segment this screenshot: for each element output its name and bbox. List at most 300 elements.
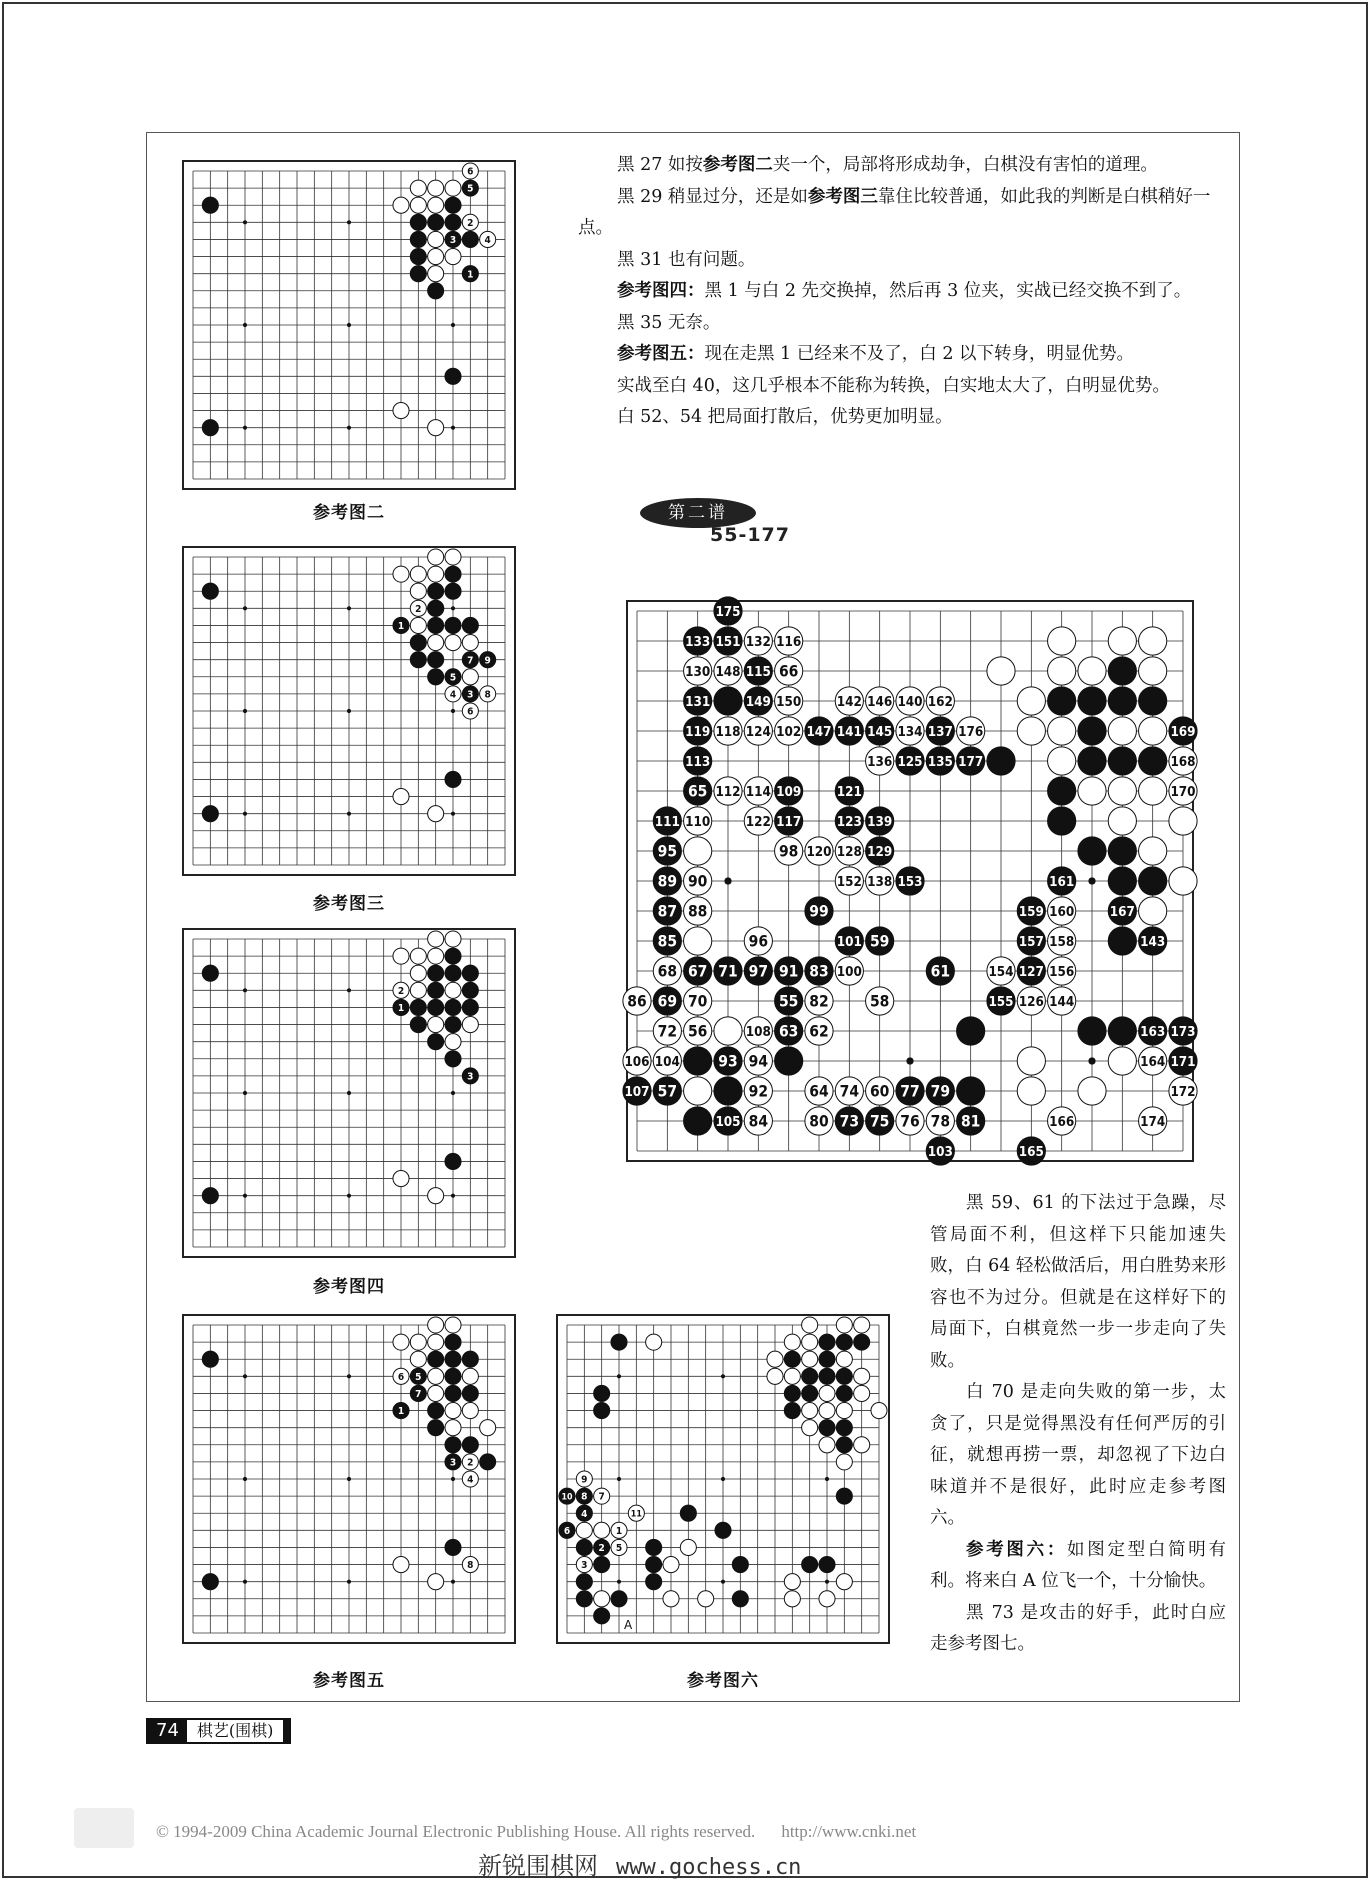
paragraph-text: 黑 73 是攻击的好手，此时白应走参考图七。 (930, 1602, 1226, 1654)
white-stone (576, 1522, 592, 1538)
white-stone (775, 627, 803, 655)
paragraph (578, 150, 1228, 182)
move-number: 104 (654, 1054, 680, 1070)
black-stone (684, 957, 712, 985)
move-number: 107 (624, 1084, 650, 1100)
move-number: 81 (960, 1112, 981, 1131)
move-number: 96 (748, 932, 769, 951)
black-stone (835, 807, 863, 835)
move-number: 90 (687, 872, 708, 891)
white-stone (698, 1591, 714, 1607)
black-stone (836, 1420, 852, 1436)
black-stone (1139, 687, 1167, 715)
star-point (1088, 1057, 1095, 1064)
black-stone (957, 1017, 985, 1045)
black-stone (611, 1334, 627, 1350)
black-stone (428, 617, 444, 633)
white-stone (428, 197, 444, 213)
move-number: 145 (867, 724, 893, 740)
white-stone (1108, 777, 1136, 805)
black-stone (836, 1334, 852, 1350)
black-stone (445, 948, 461, 964)
move-number: 82 (809, 992, 829, 1011)
white-stone (1139, 627, 1167, 655)
white-stone (836, 1454, 852, 1470)
black-stone (714, 597, 742, 625)
black-stone (202, 420, 218, 436)
move-number: 67 (687, 962, 708, 981)
black-stone (428, 1351, 444, 1367)
white-stone (1169, 777, 1197, 805)
white-stone (802, 1334, 818, 1350)
move-number: 127 (1018, 964, 1044, 980)
move-number: 132 (745, 634, 771, 650)
black-stone (594, 1557, 610, 1573)
move-number: 5 (615, 1543, 623, 1555)
white-stone (1048, 657, 1076, 685)
white-stone (428, 249, 444, 265)
white-stone (1048, 987, 1076, 1015)
black-stone (714, 1077, 742, 1105)
star-point (347, 709, 351, 713)
black-stone (462, 1351, 478, 1367)
white-stone (835, 687, 863, 715)
white-stone (1108, 1047, 1136, 1075)
move-number: 112 (715, 784, 741, 800)
page-number: 74 (148, 1720, 187, 1742)
white-stone (866, 747, 894, 775)
black-stone (684, 747, 712, 775)
black-stone (714, 1107, 742, 1135)
white-stone (462, 703, 478, 719)
star-point (243, 323, 247, 327)
black-stone (1078, 1017, 1106, 1045)
star-point (721, 1477, 725, 1481)
white-stone (428, 566, 444, 582)
black-stone (1108, 657, 1136, 685)
black-stone (462, 1437, 478, 1453)
black-stone (732, 1557, 748, 1573)
black-stone (445, 566, 461, 582)
move-number: 57 (657, 1082, 678, 1101)
black-stone (1078, 747, 1106, 775)
star-point (721, 1580, 725, 1584)
black-stone (684, 777, 712, 805)
black-stone (957, 1107, 985, 1135)
white-stone (1139, 777, 1167, 805)
white-stone (854, 1385, 870, 1401)
white-stone (835, 867, 863, 895)
black-stone (445, 214, 461, 230)
paragraph-text: 夹一个，局部将形成劫争，白棋没有害怕的道理。 (772, 155, 1158, 175)
move-number: 85 (657, 932, 678, 951)
white-stone (393, 197, 409, 213)
move-number: 3 (581, 1560, 588, 1572)
white-stone (410, 1351, 426, 1367)
star-point (243, 709, 247, 713)
move-number: 160 (1049, 904, 1075, 920)
paragraph-text: 黑 59、61 的下法过于急躁，尽管局面不利，但这样下只能加速失败，白 64 轻松做活后，用白胜势来形容也不为过分。但就是在这样好下的局面下，白棋竟然一步一步走向了失败。 (930, 1193, 1226, 1371)
white-stone (653, 957, 681, 985)
move-number: 143 (1140, 934, 1166, 950)
white-stone (428, 549, 444, 565)
top-commentary (578, 150, 1228, 434)
move-number: 122 (745, 814, 771, 830)
star-point (451, 1091, 455, 1095)
white-stone (663, 1557, 679, 1573)
black-stone (410, 266, 426, 282)
black-stone (445, 1385, 461, 1401)
white-stone (445, 686, 461, 702)
star-point (347, 1091, 351, 1095)
white-stone (714, 777, 742, 805)
black-stone (393, 999, 409, 1015)
paragraph-text: 白 70 是走向失败的第一步，太贪了，只是觉得黑没有任何严厉的引征，就想再捞一票，却忽视了下边白味道并不是很好，此时应走参考图六。 (930, 1382, 1226, 1528)
move-number: 156 (1049, 964, 1075, 980)
black-stone (594, 1403, 610, 1419)
white-stone (926, 1107, 954, 1135)
star-point (347, 988, 351, 992)
black-stone (926, 717, 954, 745)
black-stone (445, 1051, 461, 1067)
board-grid (624, 602, 1196, 1160)
move-number: 6 (397, 1371, 405, 1383)
black-stone (428, 652, 444, 668)
white-stone (1017, 1077, 1045, 1105)
move-number: 138 (867, 874, 893, 890)
black-stone (576, 1574, 592, 1590)
black-stone (1108, 927, 1136, 955)
black-stone (926, 1077, 954, 1105)
white-stone (684, 1077, 712, 1105)
black-stone (775, 987, 803, 1015)
move-number: 117 (776, 814, 802, 830)
move-number: 3 (449, 1457, 457, 1469)
move-number: 100 (836, 964, 862, 980)
move-number: 173 (1170, 1024, 1196, 1040)
move-number: 106 (624, 1054, 650, 1070)
white-stone (462, 1403, 478, 1419)
move-number: 130 (685, 664, 711, 680)
move-number: 176 (958, 724, 984, 740)
white-stone (445, 549, 461, 565)
black-stone (410, 231, 426, 247)
white-stone (1108, 807, 1136, 835)
lecture-title: 第二谱 (640, 498, 756, 528)
black-stone (202, 1188, 218, 1204)
paragraph (930, 1377, 1226, 1535)
move-number: 2 (467, 217, 474, 229)
move-number: 99 (809, 902, 829, 921)
star-point (451, 1477, 455, 1481)
black-stone (576, 1505, 592, 1521)
move-number: 6 (467, 706, 474, 718)
move-number: 76 (900, 1112, 920, 1131)
move-number: 121 (836, 784, 862, 800)
black-stone (393, 617, 409, 633)
black-stone (684, 687, 712, 715)
star-point (347, 1580, 351, 1584)
star-point (347, 1477, 351, 1481)
black-stone (646, 1574, 662, 1590)
black-stone (410, 999, 426, 1015)
black-stone (462, 231, 478, 247)
black-stone (202, 197, 218, 213)
black-stone (393, 1403, 409, 1419)
black-stone (445, 231, 461, 247)
black-stone (1078, 687, 1106, 715)
star-point (243, 812, 247, 816)
move-number: 147 (806, 724, 832, 740)
black-stone (684, 627, 712, 655)
move-number: 4 (467, 1474, 474, 1486)
white-stone (684, 867, 712, 895)
move-number: 78 (930, 1112, 951, 1131)
white-stone (854, 1368, 870, 1384)
white-stone (871, 1403, 887, 1419)
white-stone (1078, 1077, 1106, 1105)
white-stone (767, 1351, 783, 1367)
black-stone (653, 837, 681, 865)
black-stone (714, 627, 742, 655)
move-number: 159 (1018, 904, 1044, 920)
move-number: 167 (1109, 904, 1135, 920)
diagram-4-caption: 参考图四 (313, 1277, 385, 1297)
move-number: 3 (467, 689, 474, 701)
white-stone (428, 1188, 444, 1204)
white-stone (836, 1351, 852, 1367)
move-number: 154 (988, 964, 1014, 980)
black-stone (1139, 867, 1167, 895)
move-number: 123 (836, 814, 862, 830)
move-number: 75 (869, 1112, 890, 1131)
white-stone (805, 1017, 833, 1045)
white-stone (714, 717, 742, 745)
black-stone (896, 867, 924, 895)
paragraph-emphasis: 参考图二 (702, 155, 773, 175)
white-stone (866, 867, 894, 895)
paragraph-text: 靠住比较普通，如此我的判断是白棋稍好一点。 (578, 186, 1211, 238)
white-stone (819, 1591, 835, 1607)
move-number: 98 (778, 842, 799, 861)
black-stone (480, 652, 496, 668)
white-stone (775, 657, 803, 685)
white-stone (684, 987, 712, 1015)
white-stone (1078, 657, 1106, 685)
white-stone (896, 1107, 924, 1135)
black-stone (805, 717, 833, 745)
black-stone (684, 717, 712, 745)
white-stone (462, 635, 478, 651)
black-stone (410, 249, 426, 265)
black-stone (462, 180, 478, 196)
black-stone (462, 686, 478, 702)
white-stone (805, 987, 833, 1015)
black-stone (1017, 957, 1045, 985)
white-stone (957, 717, 985, 745)
white-stone (1017, 1047, 1045, 1075)
white-stone (410, 982, 426, 998)
black-stone (576, 1488, 592, 1504)
black-stone (775, 1017, 803, 1045)
white-stone (663, 1591, 679, 1607)
star-point (1088, 877, 1095, 884)
move-number: 5 (449, 672, 457, 684)
black-stone (732, 1591, 748, 1607)
move-number: 108 (745, 1024, 771, 1040)
white-stone (428, 1017, 444, 1033)
move-number: 172 (1170, 1084, 1196, 1100)
white-stone (775, 837, 803, 865)
star-point (347, 220, 351, 224)
white-stone (410, 1334, 426, 1350)
move-number: 109 (776, 784, 802, 800)
move-number: 115 (745, 664, 771, 680)
black-stone (805, 957, 833, 985)
black-stone (445, 1153, 461, 1169)
white-stone (744, 807, 772, 835)
black-stone (445, 965, 461, 981)
black-stone (775, 777, 803, 805)
star-point (243, 1580, 247, 1584)
white-stone (1048, 747, 1076, 775)
white-stone (480, 1420, 496, 1436)
white-stone (802, 1317, 818, 1333)
white-stone (393, 948, 409, 964)
white-stone (393, 982, 409, 998)
white-stone (866, 987, 894, 1015)
black-stone (802, 1385, 818, 1401)
white-stone (1048, 1107, 1076, 1135)
white-stone (410, 965, 426, 981)
black-stone (462, 982, 478, 998)
star-point (347, 1374, 351, 1378)
move-number: 152 (836, 874, 862, 890)
black-stone (835, 777, 863, 805)
move-number: 61 (930, 962, 951, 981)
white-stone (819, 1403, 835, 1419)
move-number: 142 (836, 694, 862, 710)
white-stone (410, 566, 426, 582)
black-stone (646, 1539, 662, 1555)
black-stone (646, 1557, 662, 1573)
move-number: 2 (415, 603, 422, 615)
move-number: 73 (839, 1112, 860, 1131)
black-stone (1169, 717, 1197, 745)
move-number: 153 (897, 874, 923, 890)
black-stone (1108, 687, 1136, 715)
black-stone (819, 1420, 835, 1436)
black-stone (428, 214, 444, 230)
white-stone (835, 957, 863, 985)
move-number: 1 (397, 1003, 405, 1015)
black-stone (744, 687, 772, 715)
diagram-2-board (182, 160, 516, 490)
white-stone (835, 837, 863, 865)
black-stone (987, 747, 1015, 775)
paragraph (930, 1188, 1226, 1377)
black-stone (428, 1034, 444, 1050)
paragraph-text: 实战至白 40，这几乎根本不能称为转换，白实地太大了，白明显优势。 (617, 375, 1170, 396)
black-stone (819, 1351, 835, 1367)
white-stone (684, 1017, 712, 1045)
white-stone (410, 197, 426, 213)
diagram-3-board (182, 546, 516, 876)
move-number: 120 (806, 844, 832, 860)
white-stone (805, 1107, 833, 1135)
board-grid (184, 930, 514, 1256)
black-stone (202, 583, 218, 599)
black-stone (775, 1047, 803, 1075)
white-stone (684, 657, 712, 685)
move-number: 77 (900, 1082, 920, 1101)
black-stone (1108, 747, 1136, 775)
move-number: 162 (927, 694, 953, 710)
white-stone (1048, 927, 1076, 955)
black-stone (428, 669, 444, 685)
white-stone (896, 687, 924, 715)
move-number: 3 (467, 1071, 474, 1083)
black-stone (987, 987, 1015, 1015)
black-stone (445, 1454, 461, 1470)
move-number: 89 (657, 872, 678, 891)
move-number: 92 (748, 1082, 769, 1101)
black-stone (836, 1368, 852, 1384)
move-number: 7 (467, 655, 474, 667)
white-stone (480, 231, 496, 247)
white-stone (576, 1471, 592, 1487)
black-stone (1169, 1047, 1197, 1075)
move-number: 1 (615, 1525, 623, 1537)
black-stone (714, 687, 742, 715)
paragraph (930, 1598, 1226, 1661)
copyright-url[interactable]: http://www.cnki.net (781, 1822, 917, 1841)
white-stone (802, 1403, 818, 1419)
black-stone (428, 600, 444, 616)
black-stone (802, 1557, 818, 1573)
white-stone (987, 657, 1015, 685)
move-number: 91 (778, 962, 799, 981)
board-grid (184, 548, 514, 874)
black-stone (819, 1368, 835, 1384)
white-stone (836, 1403, 852, 1419)
white-stone (428, 180, 444, 196)
white-stone (410, 583, 426, 599)
white-stone (784, 1574, 800, 1590)
star-point (243, 606, 247, 610)
black-stone (866, 717, 894, 745)
white-stone (1048, 897, 1076, 925)
white-stone (445, 1317, 461, 1333)
white-stone (462, 669, 478, 685)
move-number: 137 (927, 724, 953, 740)
move-number: 3 (449, 235, 457, 247)
black-stone (1078, 837, 1106, 865)
white-stone (767, 1368, 783, 1384)
star-point (347, 323, 351, 327)
star-point (243, 220, 247, 224)
white-stone (428, 635, 444, 651)
white-stone (744, 1047, 772, 1075)
move-number: 71 (718, 962, 738, 981)
white-stone (646, 1334, 662, 1350)
move-number: 72 (657, 1022, 678, 1041)
site-url[interactable]: www.gochess.cn (616, 1855, 802, 1880)
white-stone (445, 931, 461, 947)
black-stone (957, 1077, 985, 1105)
star-point (451, 426, 455, 430)
move-number: 93 (718, 1052, 738, 1071)
